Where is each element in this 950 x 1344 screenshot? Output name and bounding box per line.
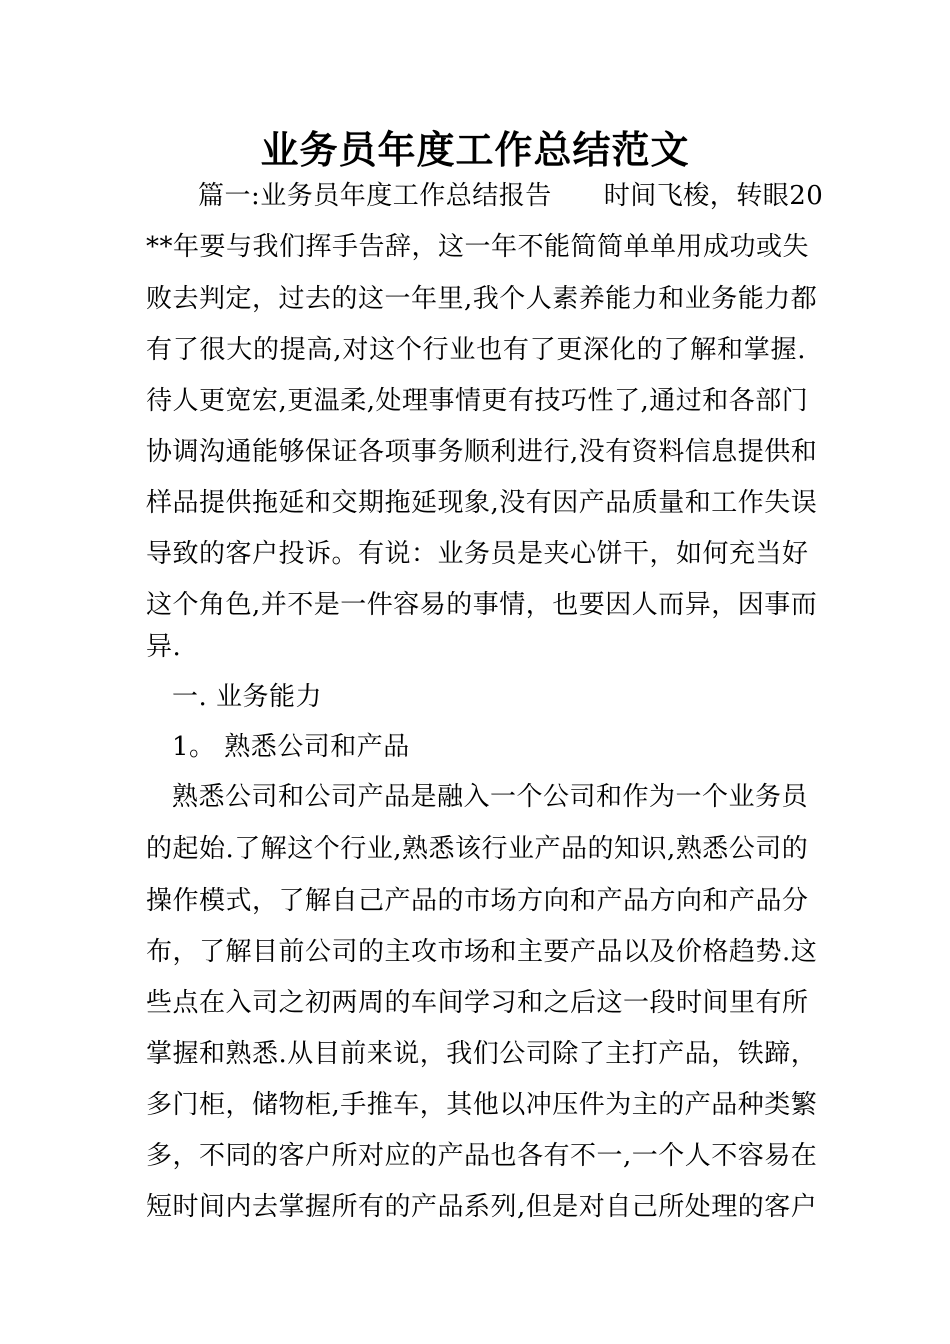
paragraph-line: 待人更宽宏,更温柔,处理事情更有技巧性了,通过和各部门 (146, 386, 809, 416)
section-heading: 一. 业务能力 (172, 682, 323, 712)
paragraph-line: 操作模式，了解自己产品的市场方向和产品方向和产品分 (146, 886, 809, 916)
paragraph-line: 熟悉公司和公司产品是融入一个公司和作为一个业务员 (172, 782, 809, 812)
paragraph-line: **年要与我们挥手告辞，这一年不能简简单单用成功或失 (146, 232, 810, 262)
paragraph-line: 有了很大的提高,对这个行业也有了更深化的了解和掌握. (146, 335, 806, 365)
subsection-heading: 1。 熟悉公司和产品 (172, 732, 410, 762)
document-title: 业务员年度工作总结范文 (260, 127, 690, 172)
paragraph-line: 掌握和熟悉.从目前来说，我们公司除了主打产品，铁蹄， (146, 1039, 818, 1069)
paragraph-line: 的起始.了解这个行业,熟悉该行业产品的知识,熟悉公司的 (146, 834, 809, 864)
intro-line (198, 171, 823, 222)
paragraph-line: 败去判定，过去的这一年里,我个人素养能力和业务能力都 (146, 284, 818, 314)
intro-first-fragment: 时间飞梭，转眼20 (603, 181, 824, 211)
paragraph-line: 些点在入司之初两周的车间学习和之后这一段时间里有所 (146, 988, 809, 1018)
paragraph-line: 短时间内去掌握所有的产品系列,但是对自己所处理的客户 (146, 1192, 818, 1222)
paragraph-line: 导致的客户投诉。有说：业务员是夹心饼干，如何充当好 (146, 539, 809, 569)
paragraph-line: 样品提供拖延和交期拖延现象,没有因产品质量和工作失误 (146, 488, 818, 518)
paragraph-line: 这个角色,并不是一件容易的事情，也要因人而异，因事而 (146, 590, 818, 620)
paragraph-line: 多，不同的客户所对应的产品也各有不一,一个人不容易在 (146, 1141, 818, 1171)
intro-heading: 篇一:业务员年度工作总结报告 (198, 181, 552, 211)
paragraph-line: 协调沟通能够保证各项事务顺利进行,没有资料信息提供和 (146, 437, 818, 467)
paragraph-line: 布，了解目前公司的主攻市场和主要产品以及价格趋势.这 (146, 937, 818, 967)
paragraph-line: 多门柜，储物柜,手推车，其他以冲压件为主的产品种类繁 (146, 1090, 818, 1120)
paragraph-line: 异. (146, 632, 182, 662)
